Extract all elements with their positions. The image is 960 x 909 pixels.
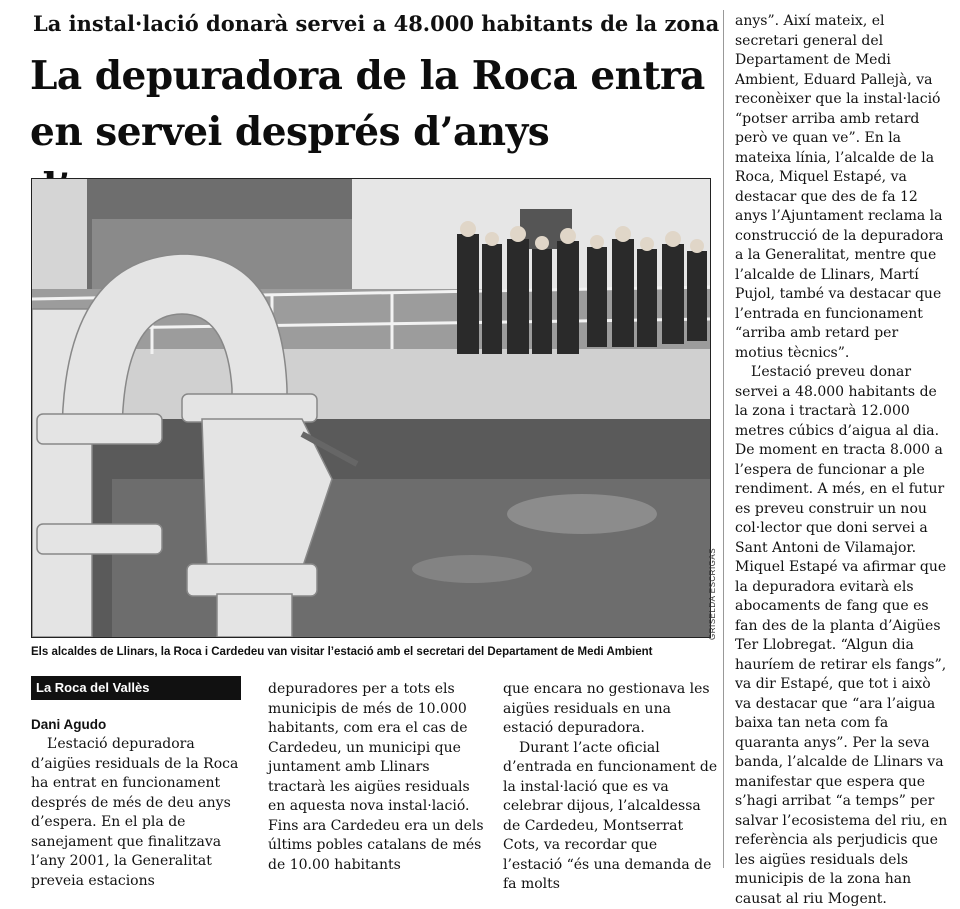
paragraph: que encara no gestionava les aigües residuals en una estació depuradora. — [503, 681, 710, 736]
photo-credit: GRISELDA ESCRIGAS — [708, 547, 717, 640]
paragraph: L’estació preveu donar servei a 48.000 habitants de la zona i tractarà 12.000 metres cúbics d’aigua al dia. De moment en tracta 8.000 a l’espera de funcionar a ple rendiment. A més, en el futur es preveu construir un nou col·lector que doni servei a Sant Antoni de Vilamajor. Miquel Estapé va afirmar que la depuradora evitarà els abocaments de fang que es fan des de la planta d’Aigües Ter Llobregat. “Algun dia hauríem de retirar els fangs”, va dir Estapé, que tot i això va destacar que “ara l’aigua baixa tan neta com fa quaranta anys”. Per la seva banda, l’alcalde de Llinars va manifestar que espera que s’hagi arribat “a temps” per salvar l’ecosistema del riu, en referència als perjudicis que les aigües residuals dels municipis de la zona han causat al riu Mogent. — [735, 364, 948, 907]
photo-caption: Els alcaldes de Llinars, la Roca i Cardedeu van visitar l’estació amb el secretari del Departament de Medi Ambient — [31, 646, 653, 658]
body-column-3 — [503, 680, 718, 895]
body-column-4 — [735, 12, 950, 909]
body-column-1 — [31, 735, 251, 891]
paragraph: L’estació depuradora d’aigües residuals de la Roca ha entrat en funcionament després de més de deu anys d’espera. En el pla de sanejament que finalitzava l’any 2001, la Generalitat preveia estacions — [31, 736, 239, 889]
paragraph: depuradores per a tots els municipis de més de 10.000 habitants, com era el cas de Cardedeu, un municipi que juntament amb Llinars tractarà les aigües residuals en aquesta nova instal·lació. Fins ara Cardedeu era un dels últims pobles catalans de més de 10.00 habitants — [268, 681, 484, 873]
kicker: La instal·lació donarà servei a 48.000 habitants de la zona — [33, 11, 720, 36]
body-column-2 — [268, 680, 490, 875]
byline: Dani Agudo — [31, 717, 107, 732]
paragraph: Durant l’acte oficial d’entrada en funcionament de la instal·lació que es va celebrar dijous, l’alcaldessa de Cardedeu, Montserrat Cots, va recordar que l’estació “és una demanda de fa molts — [503, 739, 718, 892]
section-label: La Roca del Vallès — [31, 676, 241, 700]
news-photo — [31, 178, 711, 638]
paragraph: anys”. Així mateix, el secretari general del Departament de Medi Ambient, Eduard Pallejà, va reconèixer que la instal·lació “potser arriba amb retard però ve quan ve”. En la mateixa línia, l’alcalde de la Roca, Miquel Estapé, va destacar que des de fa 12 anys l’Ajuntament reclama la construcció de la depuradora a la Generalitat, mentre que l’alcalde de Llinars, Martí Pujol, també va destacar que l’entrada en funcionament “arriba amb retard per motius tècnics”. — [735, 13, 944, 361]
column-divider — [723, 10, 724, 868]
headline: La depuradora de la Roca entra en servei després d’anys — [30, 53, 705, 155]
